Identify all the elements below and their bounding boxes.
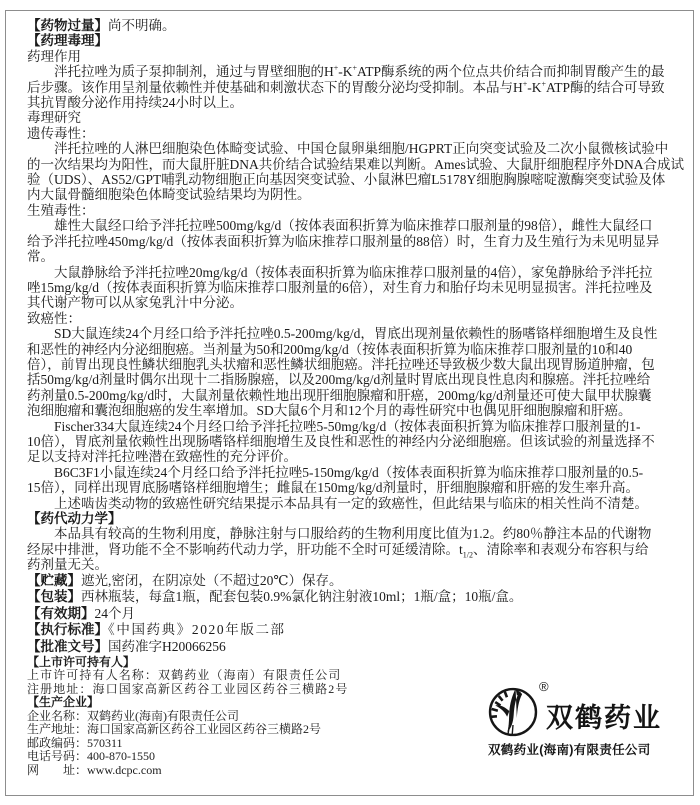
line-text: 上述啮齿类动物的致癌性研究结果提示本品具有一定的致癌性，但此结果与临床的相关性尚不清楚。	[54, 495, 648, 511]
text-line	[27, 203, 663, 218]
section-label: 【包装】	[27, 589, 81, 605]
text-line	[27, 465, 663, 480]
line-text: 西林瓶装，每盒1瓶，配套包装0.9%氯化钠注射液10ml；1瓶/盒；10瓶/盒。	[81, 589, 523, 605]
line-text: 唑15mg/kg/d（按体表面积折算为临床推荐口服剂量的6倍），对生育力和胎仔均未见明显损害。泮托拉唑及	[27, 279, 653, 295]
line-text: 毒理研究	[27, 110, 81, 126]
line-text: 生殖毒性：	[27, 202, 95, 218]
line-text: 药剂量0.5-200mg/kg/d时，大鼠剂量依赖性地出现肝细胞腺瘤和肝癌，200mg/kg/d剂量还可使大鼠甲状腺囊	[27, 387, 652, 403]
section-line	[27, 18, 663, 33]
text-line	[27, 280, 663, 295]
text-line	[27, 526, 663, 541]
line-text: 的一次结果均为阳性，而大鼠肝脏DNA共价结合试验结果难以判断。Ames试验、大鼠肝细胞程序外DNA合成试	[27, 156, 684, 172]
line-text: 和恶性的神经内分泌细胞癌。当剂量为50和200mg/kg/d（按体表面积折算为临床推荐口服剂量的10和40	[27, 341, 633, 357]
text-line	[27, 496, 663, 511]
line-text: 10倍），胃底剂量依赖性出现肠嗜铬样细胞增生及良性和恶性的神经内分泌细胞癌。但该试验的剂量选择不	[27, 433, 655, 449]
section-line	[27, 33, 663, 48]
text-line	[27, 403, 663, 418]
section-label: 【药代动力学】	[27, 511, 122, 526]
logo-company-name: 双鹤药业(海南)有限责任公司	[488, 743, 651, 757]
text-line	[27, 434, 663, 449]
text-line	[27, 126, 663, 141]
line-text: 上市许可持有人名称：双鹤药业（海南）有限责任公司	[27, 668, 342, 683]
text-line	[27, 541, 663, 560]
text-line	[27, 372, 663, 387]
section-label: 【贮藏】	[27, 572, 81, 588]
line-text: 给予泮托拉唑450mg/kg/d（按体表面积折算为临床推荐口服剂量的88倍）时，生育力及生殖行为未见明显异	[27, 233, 660, 249]
text-line	[27, 326, 663, 341]
line-text: B6C3F1小鼠连续24个月经口给予泮托拉唑5-150mg/kg/d（按体表面积折算为临床推荐口服剂量的0.5-	[54, 464, 644, 480]
line-text: 企业名称：双鹤药业(海南)有限责任公司	[27, 708, 239, 723]
line-text: 《中国药典》2020年版二部	[108, 622, 286, 638]
section-line	[27, 622, 663, 639]
line-text: 遗传毒性：	[27, 125, 95, 141]
line-text: 内大鼠骨髓细胞染色体畸变试验结果均为阴性。	[27, 187, 311, 203]
logo-lockup	[487, 679, 672, 738]
line-text: 泡细胞瘤和囊泡细胞癌的发生率增加。SD大鼠6个月和12个月的毒性研究中也偶见肝细胞腺瘤和肝癌。	[27, 403, 632, 419]
text-line	[27, 295, 663, 310]
line-text: 电话号码：400-870-1550	[27, 749, 155, 764]
crane-logo-icon	[487, 686, 539, 743]
line-text: 网 址：www.dcpc.com	[27, 762, 162, 777]
text-line	[27, 311, 663, 326]
text-line	[27, 419, 663, 434]
line-text: Fischer334大鼠连续24个月经口给予泮托拉唑5-50mg/kg/d（按体表面积折算为临床推荐口服剂量的1-	[54, 418, 641, 434]
section-label: 【上市许可持有人】	[27, 654, 136, 669]
text-line	[27, 480, 663, 495]
line-text: 其抗胃酸分泌作用持续24小时以上。	[27, 95, 243, 111]
text-line	[27, 265, 663, 280]
section-label: 【生产企业】	[27, 695, 100, 710]
line-text: 邮政编码：570311	[27, 735, 123, 750]
line-text: 经尿中排泄，肾功能不全不影响药代动力学，肝功能不全时可延缓清除。$t_{1/2}$、清除率和表观分布容积与给	[27, 541, 649, 560]
line-text: 倍），前胃出现良性鳞状细胞乳头状瘤和恶性鳞状细胞癌。泮托拉唑还导致极少数大鼠出现胃肠道肿瘤，包	[27, 356, 655, 372]
text-line	[27, 234, 663, 249]
text-line	[27, 669, 663, 683]
text-line	[27, 249, 663, 264]
text-line	[27, 80, 663, 95]
line-text: 泮托拉唑的人淋巴细胞染色体畸变试验、中国仓鼠卵巢细胞/HGPRT正向突变试验及二次小鼠微核试验中	[54, 141, 669, 157]
line-text: 致癌性：	[27, 310, 81, 326]
line-text: 24个月	[94, 605, 135, 621]
document-content	[27, 18, 684, 777]
line-text: 生产地址：海口国家高新区药谷工业园区药谷三横路2号	[27, 722, 322, 737]
text-line	[27, 141, 669, 157]
line-text: 药剂量无关。	[27, 557, 108, 573]
text-line	[27, 342, 663, 357]
brand-name: 双鹤药业	[546, 703, 662, 733]
section-line	[27, 589, 663, 606]
line-text: 药理作用	[27, 48, 81, 64]
section-label: 【批准文号】	[27, 639, 108, 654]
text-line	[27, 95, 663, 110]
text-line	[27, 172, 666, 188]
line-text: 泮托拉唑为质子泵抑制剂，通过与胃壁细胞的H+-K+ATP酶系统的两个位点共价结合而抑制胃酸产生的最	[54, 63, 665, 80]
section-label: 【药理毒理】	[27, 33, 108, 49]
line-text: 足以支持对泮托拉唑潜在致癌性的充分评价。	[27, 449, 297, 465]
line-text: 遮光,密闭，在阴凉处（不超过20℃）保存。	[81, 572, 343, 588]
line-text: 国药准字H20066256	[108, 639, 226, 654]
text-line	[27, 110, 663, 125]
line-text: 雄性大鼠经口给予泮托拉唑500mg/kg/d（按体表面积折算为临床推荐口服剂量的98倍），雌性大鼠经口	[54, 218, 653, 234]
line-text: 验（UDS）、AS52/GPT哺乳动物细胞正向基因突变试验、小鼠淋巴瘤L5178Y细胞胸腺嘧啶激酶突变试验及体	[27, 172, 666, 188]
text-line	[27, 764, 663, 778]
line-text: 常。	[27, 249, 54, 265]
line-text: 注册地址：海口国家高新区药谷工业园区药谷三横路2号	[27, 681, 349, 696]
line-text: 后步骤。该作用呈剂量依赖性并使基础和刺激状态下的胃酸分泌均受抑制。本品与H+-K+ATP酶的结合可导致	[27, 79, 665, 95]
text-line	[27, 388, 663, 403]
text-line	[27, 49, 663, 64]
text-line	[27, 449, 663, 464]
company-logo	[487, 679, 672, 757]
text-line	[27, 187, 663, 202]
section-line	[27, 639, 663, 656]
line-text: 括50mg/kg/d剂量时偶尔出现十二指肠腺癌，以及200mg/kg/d剂量时胃底出现良性息肉和腺癌。泮托拉唑给	[27, 372, 651, 388]
text-line	[27, 557, 663, 572]
section-line	[27, 573, 663, 590]
section-line	[27, 606, 663, 623]
section-line	[27, 511, 663, 526]
text-line	[27, 357, 663, 372]
line-text: 本品具有较高的生物利用度，静脉注射与口服给药的生物利用度比值为1.2。约80％静注本品的代谢物	[54, 526, 652, 542]
line-text: 其代谢产物可以从家兔乳汁中分泌。	[27, 295, 243, 311]
line-text: 尚不明确。	[108, 18, 176, 33]
line-text: SD大鼠连续24个月经口给予泮托拉唑0.5-200mg/kg/d，胃底出现剂量依赖性的肠嗜铬样细胞增生及良性	[54, 326, 658, 342]
text-line	[27, 64, 663, 79]
registered-trademark-icon: ®	[539, 679, 549, 694]
line-text: 15倍），同样出现胃底肠嗜铬样细胞增生；雌鼠在150mg/kg/d剂量时，肝细胞腺瘤和肝癌的发生率升高。	[27, 480, 640, 496]
section-label: 【药物过量】	[27, 18, 108, 33]
text-line	[27, 218, 663, 233]
section-label: 【执行标准】	[27, 622, 108, 638]
line-text: 大鼠静脉给予泮托拉唑20mg/kg/d（按体表面积折算为临床推荐口服剂量的4倍），家兔静脉给予泮托拉	[54, 264, 653, 280]
section-label: 【有效期】	[27, 605, 95, 621]
text-line	[27, 156, 684, 172]
